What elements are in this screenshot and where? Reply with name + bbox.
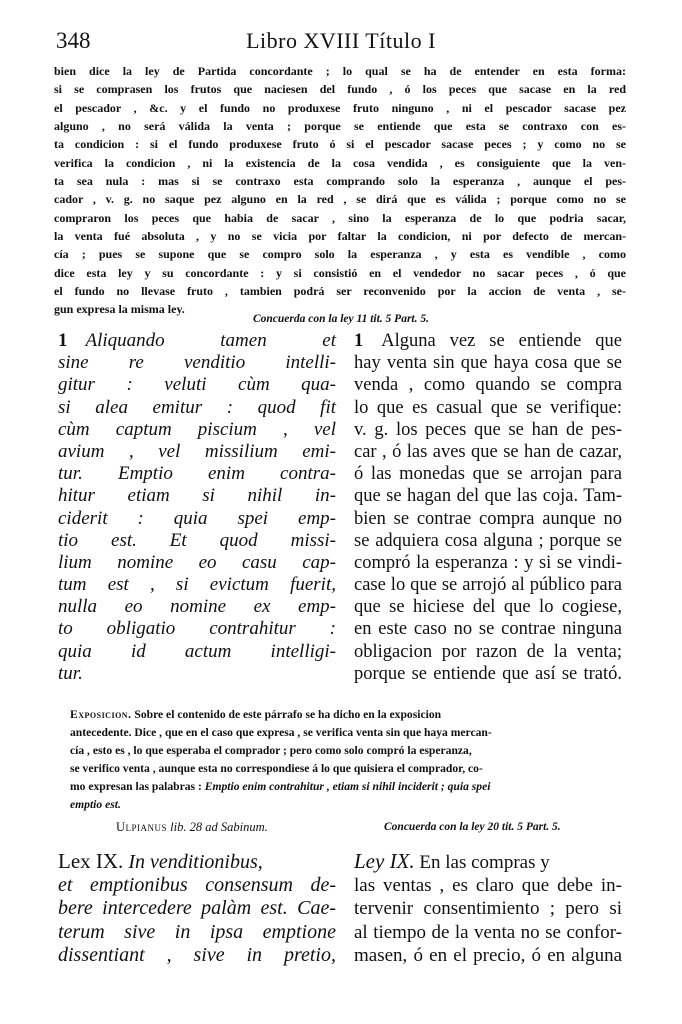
gloss-paragraph bbox=[54, 62, 626, 319]
concordance-note: Concuerda con la ley 20 tit. 5 Part. 5. bbox=[384, 821, 561, 833]
lex-line: dissentiant , sive in pretio, bbox=[58, 944, 336, 967]
lex-line: bere intercedere palàm est. Cae- bbox=[58, 897, 336, 920]
ley-line: Ley IX. En las compras y bbox=[354, 849, 550, 873]
gloss-line: cía ; pues se supone que se compro solo la esperanza , y esta es vendible , como bbox=[54, 247, 626, 262]
latin-line: tio est. Et quod missi- bbox=[58, 529, 336, 551]
spanish-line: venda , como quando se compra bbox=[354, 375, 622, 396]
latin-line: tur. Emptio enim contra- bbox=[58, 463, 336, 485]
latin-line: gitur : veluti cùm qua- bbox=[58, 374, 336, 396]
paragraph-number: 1 bbox=[354, 331, 364, 351]
latin-line: quia id actum intelligi- bbox=[58, 640, 336, 662]
gloss-line: gun expresa la misma ley. bbox=[54, 302, 185, 317]
lex-line: Lex IX. In venditionibus, bbox=[58, 849, 263, 873]
latin-line: 1 Aliquando tamen et bbox=[58, 330, 336, 351]
ley-line: al tiempo de la venta no se confor- bbox=[354, 921, 622, 943]
gloss-line: el fundo no llevase fruto , tambien podrá ser reconvenido por la accion de venta , se- bbox=[54, 284, 626, 299]
spanish-line: bien se contrae compra aunque no bbox=[354, 508, 622, 529]
spanish-line: lo que es casual que se verifique: bbox=[354, 397, 622, 418]
spanish-line: 1 Alguna vez se entiende que bbox=[354, 331, 622, 351]
gloss-line: la venta fué absoluta , y no se vicia por faltar la condicion, ni por defecto de mercan- bbox=[54, 229, 626, 244]
exposition-line: mo expresan las palabras : Emptio enim contrahitur , etiam si nihil inciderit ; quia spei bbox=[70, 780, 491, 794]
ley-heading: Ley IX. bbox=[354, 849, 415, 873]
spanish-line: ó las monedas que se arrojan para bbox=[354, 464, 622, 485]
latin-line: si alea emitur : quod fit bbox=[58, 396, 336, 418]
spanish-column bbox=[354, 330, 622, 685]
lex-line: et emptionibus consensum de- bbox=[58, 873, 336, 896]
lex-heading: Lex IX. bbox=[58, 849, 124, 873]
spanish-line: porque se entiende que así se trató. bbox=[354, 663, 622, 684]
spanish-line: que se hagan del que las coja. Tam- bbox=[354, 486, 622, 507]
latin-line: avium , vel missilium emi- bbox=[58, 440, 336, 462]
spanish-line: v. g. los peces que se han de pes- bbox=[354, 419, 622, 440]
page-number: 348 bbox=[56, 28, 91, 53]
latin-line: to obligatio contrahitur : bbox=[58, 618, 336, 640]
gloss-line: ta condicion : si el fundo produxese fruto ó si el pescador sacase peces ; y como no se bbox=[54, 137, 626, 152]
spanish-line: obligacion por razon de la venta; bbox=[354, 641, 622, 662]
exposition-line: Exposicion. Sobre el contenido de este párrafo se ha dicho en la exposicion bbox=[70, 708, 442, 721]
ley-line: masen, ó en el precio, ó en alguna bbox=[354, 945, 622, 967]
spanish-line: que se hiciese del que lo cogiese, bbox=[354, 597, 622, 618]
spanish-line: se adquiera cosa alguna ; porque se bbox=[354, 530, 622, 551]
gloss-line: el pescador , &c. y el fundo no produxese fruto ninguno , ni el pescador sacase pez bbox=[54, 100, 626, 115]
ley-line: tervenir consentimiento ; pero si bbox=[354, 898, 622, 920]
latin-line: ciderit : quia spei emp- bbox=[58, 507, 336, 529]
gloss-line: compraron los peces que habia de sacar , sino la esperanza de lo que podria sacar, bbox=[54, 210, 626, 225]
exposition-line: se verifico venta , aunque esta no correspondiese á lo que quisiera el comprador, co- bbox=[70, 762, 483, 776]
gloss-line: alguno , no será válida la venta ; porque se entiende que esta se contraxo con es- bbox=[54, 119, 626, 134]
latin-line: hitur etiam si nihil in- bbox=[58, 485, 336, 507]
lex-line: terum sive in ipsa emptione bbox=[58, 920, 336, 943]
lex-column bbox=[58, 850, 336, 968]
latin-line: tum est , si evictum fuerit, bbox=[58, 574, 336, 596]
gloss-line: cador , v. g. no saque pez alguno en la red , se dirá que es válida ; porque como no se bbox=[54, 192, 626, 207]
paragraph-number: 1 bbox=[58, 330, 68, 351]
gloss-line: si se comprasen los frutos que naciesen del fundo , ó los peces que sacase en la red bbox=[54, 82, 626, 97]
page-header bbox=[0, 28, 682, 58]
gloss-line: ta sea nula : mas si se contraxo esta comprando solo la esperanza , aunque el pes- bbox=[54, 174, 626, 189]
gloss-line: dice esta ley y su concordante : y si consistió en el vendedor no sacar peces , ó que bbox=[54, 265, 626, 280]
gloss-line: verifica la condicion , ni la existencia de la cosa vendida , es consiguiente que la ven- bbox=[54, 155, 626, 170]
gloss-line: bien dice la ley de Partida concordante ; lo qual se ha de entender en esta forma: bbox=[54, 64, 626, 78]
latin-column bbox=[58, 330, 336, 685]
spanish-line: en este caso no se contrae ninguna bbox=[354, 619, 622, 640]
concordance-note: Concuerda con la ley 11 tit. 5 Part. 5. bbox=[252, 313, 429, 325]
ley-column bbox=[354, 850, 622, 968]
latin-line: lium nomine eo casu cap- bbox=[58, 551, 336, 573]
exposition-lead: Exposicion. bbox=[70, 708, 132, 721]
spanish-line: hay venta sin que haya cosa que se bbox=[354, 353, 622, 374]
latin-line: tur. bbox=[58, 662, 83, 684]
ley-line: las ventas , es claro que debe in- bbox=[354, 874, 622, 896]
exposition-line: cía , esto es , lo que esperaba el comprador ; pero como solo compró la esperanza, bbox=[70, 744, 472, 758]
exposition-paragraph bbox=[70, 706, 622, 815]
exposition-quote: Emptio enim contrahitur , etiam si nihil inciderit ; quia spei bbox=[204, 780, 491, 794]
spanish-line: case lo que se arrojó al público para bbox=[354, 575, 622, 596]
exposition-line: antecedente. Dice , que en el caso que expresa , se verifica venta sin que haya mercan- bbox=[70, 726, 492, 740]
latin-line: nulla eo nomine ex emp- bbox=[58, 596, 336, 618]
latin-line: cùm captum piscium , vel bbox=[58, 418, 336, 440]
exposition-quote: emptio est. bbox=[70, 798, 121, 812]
source-citation: Ulpianus lib. 28 ad Sabinum. bbox=[116, 820, 268, 834]
spanish-line: car , ó las aves que se han de cazar, bbox=[354, 441, 622, 462]
latin-line: sine re venditio intelli- bbox=[58, 352, 336, 374]
running-title: Libro XVIII Título I bbox=[246, 28, 436, 53]
spanish-line: compró la esperanza : y si se vindi- bbox=[354, 552, 622, 573]
